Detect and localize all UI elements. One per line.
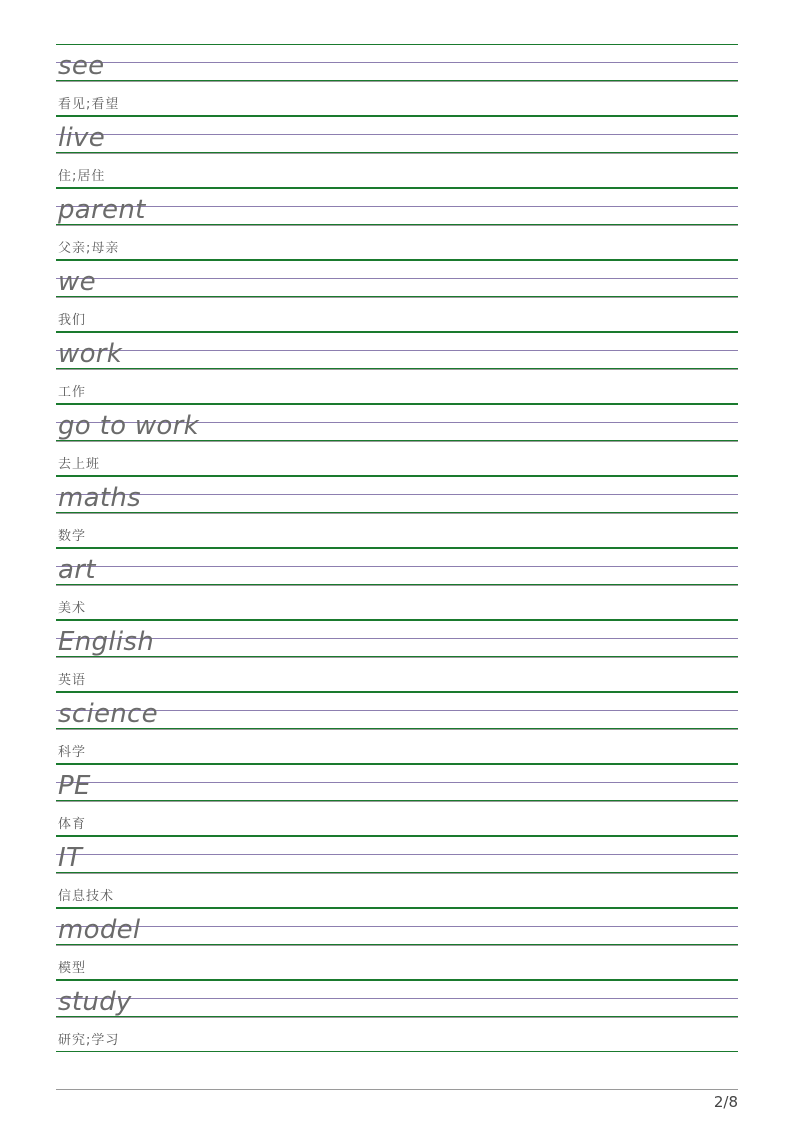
rule-gray-top [56,513,738,514]
gloss-line [56,225,738,260]
rule-green-top [56,692,738,693]
rule-purple-mid [56,134,738,135]
gloss-text: 模型 [58,961,87,976]
rule-gray-top [56,225,738,226]
rule-green-top [56,836,738,837]
vocabulary-entry [56,116,738,188]
word-writing-line [56,332,738,369]
gloss-line [56,657,738,692]
vocabulary-entry [56,980,738,1052]
gloss-line [56,585,738,620]
word-writing-line [56,188,738,225]
rule-green-top [56,764,738,765]
rule-purple-mid [56,926,738,927]
gloss-line [56,297,738,332]
word-text: art [58,555,96,585]
vocabulary-entry [56,260,738,332]
word-text: IT [58,843,83,873]
gloss-line [56,441,738,476]
rule-green-top [56,116,738,117]
gloss-line [56,513,738,548]
rule-purple-mid [56,206,738,207]
gloss-text: 美术 [58,601,87,616]
rule-green-top [56,404,738,405]
rule-green-top [56,44,738,45]
rule-purple-mid [56,638,738,639]
rule-gray-top [56,945,738,946]
gloss-line [56,369,738,404]
gloss-text: 英语 [58,673,87,688]
rule-green-top [56,332,738,333]
word-text: English [58,627,154,657]
word-writing-line [56,44,738,81]
rule-green-top [56,980,738,981]
gloss-text: 住;居住 [58,169,106,184]
word-writing-line [56,476,738,513]
rule-purple-mid [56,494,738,495]
word-text: work [58,339,123,369]
gloss-text: 去上班 [58,457,101,472]
rule-purple-mid [56,62,738,63]
rule-purple-mid [56,278,738,279]
vocabulary-entry [56,332,738,404]
gloss-text: 体育 [58,817,87,832]
rule-gray-top [56,1017,738,1018]
vocabulary-entry [56,764,738,836]
rule-green-bottom [56,1051,738,1052]
rule-gray-top [56,153,738,154]
gloss-line [56,945,738,980]
rule-green-top [56,908,738,909]
word-writing-line [56,836,738,873]
gloss-text: 父亲;母亲 [58,241,120,256]
word-writing-line [56,764,738,801]
vocabulary-entry [56,548,738,620]
gloss-line [56,81,738,116]
vocabulary-entry [56,692,738,764]
rule-gray-top [56,657,738,658]
footer-divider [56,1089,738,1090]
gloss-text: 看见;看望 [58,97,120,112]
gloss-text: 信息技术 [58,889,115,904]
word-writing-line [56,404,738,441]
gloss-line [56,873,738,908]
gloss-text: 我们 [58,313,87,328]
word-writing-line [56,908,738,945]
gloss-text: 研究;学习 [58,1033,120,1048]
vocabulary-entry [56,836,738,908]
word-text: we [58,267,96,297]
gloss-line [56,729,738,764]
rule-purple-mid [56,854,738,855]
word-text: live [58,123,106,153]
word-text: see [58,51,105,81]
rule-gray-top [56,81,738,82]
rule-gray-top [56,441,738,442]
gloss-text: 科学 [58,745,87,760]
rule-gray-top [56,369,738,370]
word-text: science [58,699,158,729]
vocabulary-entry [56,44,738,116]
rule-green-top [56,476,738,477]
rule-purple-mid [56,998,738,999]
gloss-text: 数学 [58,529,87,544]
rule-green-top [56,188,738,189]
rule-purple-mid [56,782,738,783]
vocabulary-entry [56,908,738,980]
rule-gray-top [56,729,738,730]
rule-gray-top [56,873,738,874]
page-number: 2/8 [713,1093,738,1111]
vocabulary-entry [56,476,738,548]
vocabulary-list [56,44,738,1052]
word-text: parent [58,195,146,225]
word-writing-line [56,548,738,585]
vocabulary-entry [56,188,738,260]
word-text: maths [58,483,141,513]
word-writing-line [56,116,738,153]
rule-gray-top [56,297,738,298]
rule-purple-mid [56,566,738,567]
rule-green-top [56,260,738,261]
word-writing-line [56,692,738,729]
page-footer [56,1089,738,1119]
rule-purple-mid [56,350,738,351]
word-writing-line [56,620,738,657]
gloss-line [56,153,738,188]
gloss-line [56,801,738,836]
rule-green-top [56,548,738,549]
word-writing-line [56,260,738,297]
word-text: PE [58,771,91,801]
rule-gray-top [56,585,738,586]
rule-purple-mid [56,710,738,711]
rule-green-top [56,620,738,621]
word-text: go to work [58,411,199,441]
vocabulary-entry [56,620,738,692]
word-writing-line [56,980,738,1017]
word-text: study [58,987,132,1017]
rule-gray-top [56,801,738,802]
gloss-line [56,1017,738,1052]
gloss-text: 工作 [58,385,87,400]
word-text: model [58,915,141,945]
vocabulary-entry [56,404,738,476]
